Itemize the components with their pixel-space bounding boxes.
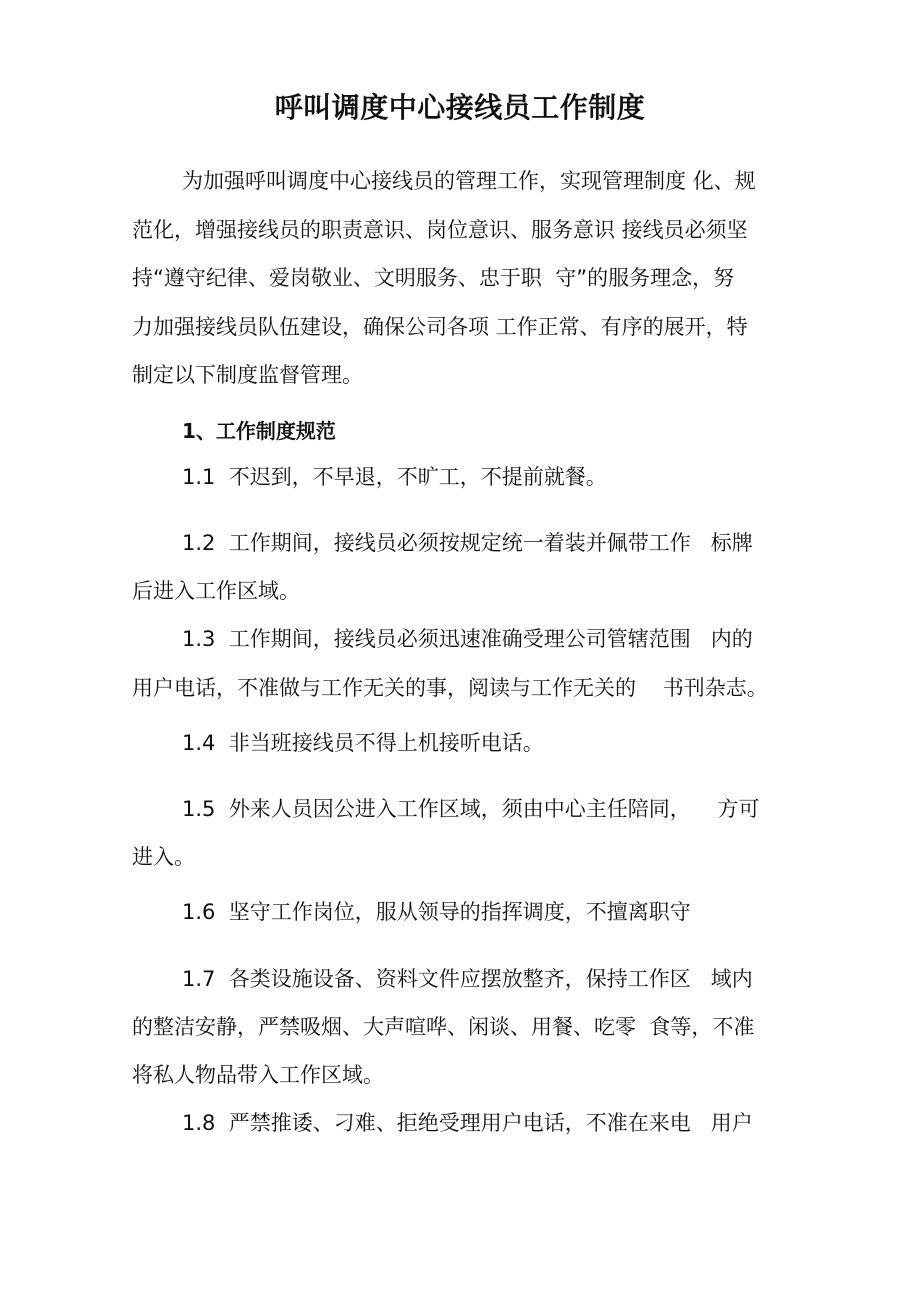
rule-item-line: 后进入工作区域。: [132, 579, 300, 603]
rule-item-line: 1.8 严禁推诿、刁难、拒绝受理用户电话，不准在来电 用户: [182, 1111, 753, 1135]
rule-item-line: 进入。: [132, 845, 195, 869]
intro-line: 为加强呼叫调度中心接线员的管理工作，实现管理制度 化、规: [182, 169, 756, 193]
intro-line: 制定以下制度监督管理。: [132, 363, 363, 387]
rule-item-line: 1.4 非当班接线员不得上机接听电话。: [182, 731, 544, 755]
rule-item-line: 将私人物品带入工作区域。: [132, 1063, 384, 1087]
rule-item-line: 1.6 坚守工作岗位，服从领导的指挥调度，不擅离职守: [182, 900, 691, 924]
rule-item-line: 1.2 工作期间，接线员必须按规定统一着装并佩带工作 标牌: [182, 531, 753, 555]
rule-item-line: 1.7 各类设施设备、资料文件应摆放整齐，保持工作区 域内: [182, 967, 753, 991]
rule-item-line: 1.3 工作期间，接线员必须迅速准确受理公司管辖范围 内的: [182, 627, 753, 651]
rule-item-line: 1.5 外来人员因公进入工作区域，须由中心主任陪同， 方可: [182, 797, 760, 821]
intro-line: 范化，增强接线员的职责意识、岗位意识、服务意识 接线员必须坚: [132, 218, 748, 242]
section-heading: 1、工作制度规范: [182, 419, 336, 443]
rule-item-line: 的整洁安静，严禁吸烟、大声喧哗、闲谈、用餐、吃零 食等，不准: [132, 1015, 755, 1039]
rule-item-line: 用户电话，不准做与工作无关的事，阅读与工作无关的 书刊杂志。: [132, 676, 768, 700]
intro-line: 力加强接线员队伍建设，确保公司各项 工作正常、有序的展开，特: [132, 315, 748, 339]
intro-line: 持“遵守纪律、爱岗敬业、文明服务、忠于职 守”的服务理念，努: [132, 266, 735, 290]
document-title: 呼叫调度中心接线员工作制度: [274, 91, 646, 124]
rule-item-line: 1.1 不迟到，不早退，不旷工，不提前就餐。: [182, 465, 607, 489]
